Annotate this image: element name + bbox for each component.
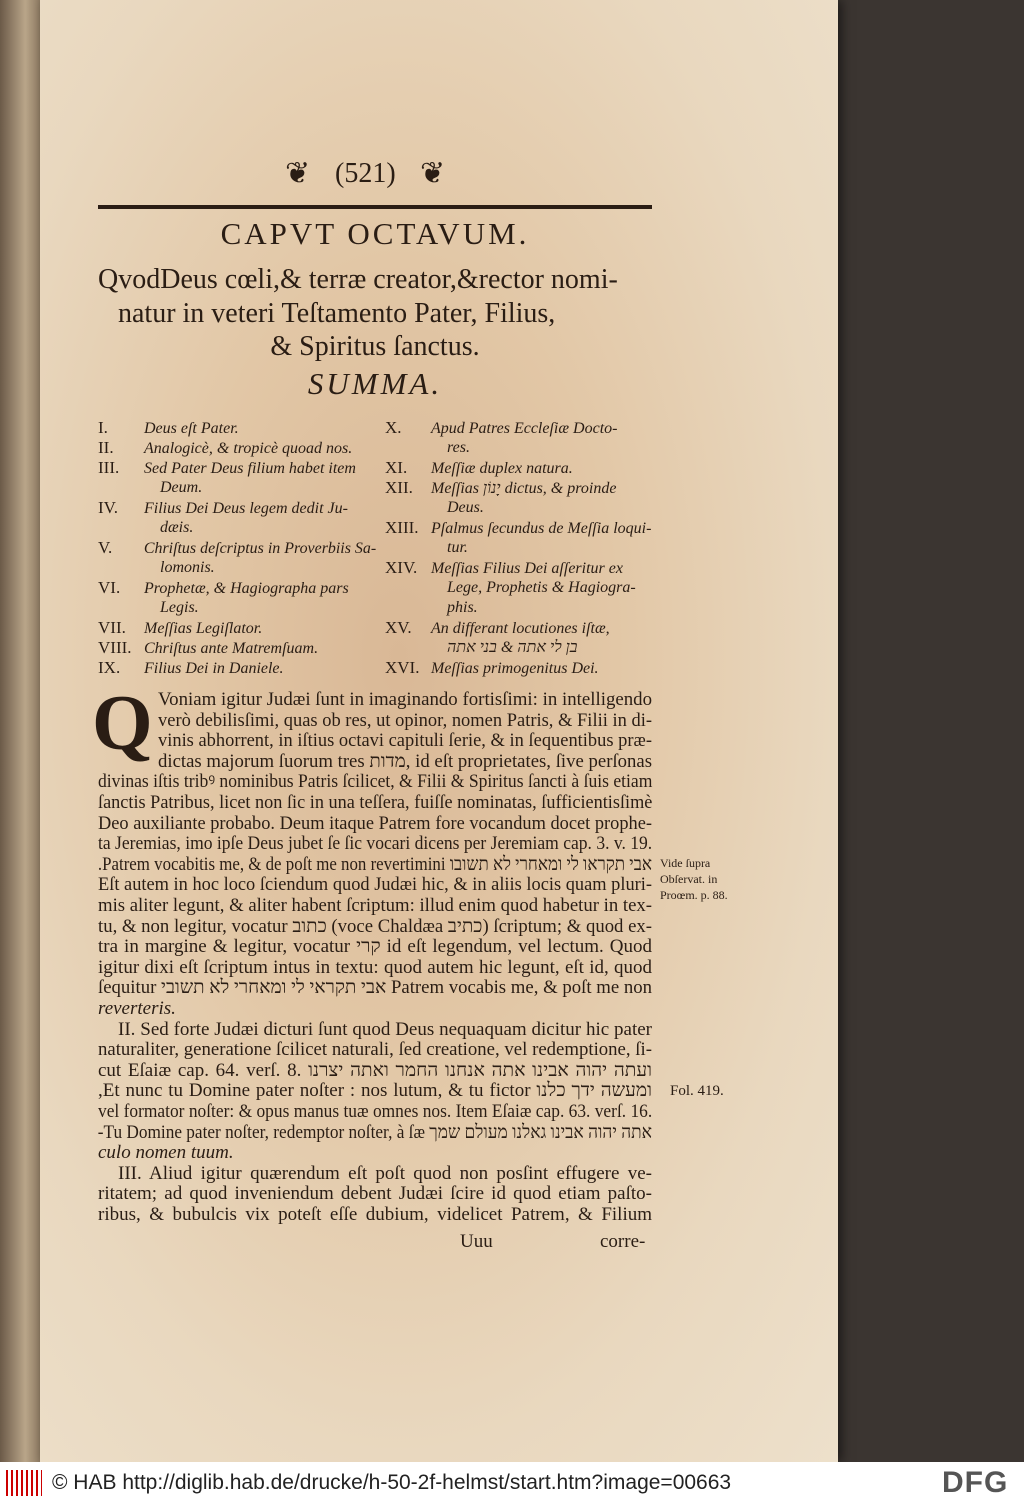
drop-cap: Q: [92, 679, 153, 766]
summary-item-number: VII.: [98, 618, 126, 637]
summary-item-text: res.: [447, 439, 470, 456]
summary-item-text: בן לי אתה & בני אתה: [447, 639, 578, 656]
summary-item-text: Filius Dei in Daniele.: [144, 660, 284, 677]
body-line: dictas majorum ſuorum tres מדות, id eſt proprietates, ſive perſonas: [158, 750, 653, 772]
summary-item: [385, 478, 616, 498]
body-line: Eſt autem in hoc loco ſciendum quod Judæi hic, & in aliis locis quam pluri-: [98, 874, 652, 896]
summary-item: [98, 578, 349, 598]
summary-item: [98, 498, 348, 518]
margin-note-line: Proœm. p. 88.: [660, 888, 728, 902]
body-line: mis aliter legunt, & aliter habent ſcriptum: illud enim quod habetur in tex-: [98, 895, 653, 916]
summary-item-text: Chriſtus deſcriptus in Proverbiis Sa-: [143, 540, 377, 557]
adjacent-page-edge: [0, 0, 42, 1462]
summary-item: [98, 658, 284, 678]
body-line: vinis abhorrent, in iſtius octavi capituli ſerie, & in ſequentibus præ-: [158, 730, 652, 752]
summary-item-text: Chriſtus ante Matremſuam.: [144, 640, 319, 657]
summary-item-text: An differant locutiones iſtæ,: [431, 620, 610, 637]
hab-logo-icon: [6, 1470, 42, 1496]
body-line: Deo auxiliante probabo. Deum itaque Patrem fore vocandum docet prophe-: [98, 812, 652, 834]
summary-item-text: Deus.: [447, 499, 484, 516]
summary-item-text: Meſſias Legiſlator.: [144, 620, 263, 637]
body-line: ritatem; ad quod inveniendum debent Judæi ſcire id quod etiam paſto-: [98, 1183, 652, 1205]
summary-item: [385, 418, 617, 438]
summary-item-text: Meſſias Filius Dei aſſeritur ex: [431, 560, 623, 577]
margin-note: [660, 855, 728, 903]
summary-item-number: XV.: [385, 618, 412, 637]
subtitle-line: & Spiritus ſanctus.: [270, 331, 480, 362]
body-line: אתה יהוה אבינו גאלנו מעולם שמך Tu Domine pater noſter, redemptor noſter, à ſæ-: [97, 1121, 653, 1143]
summary-item: [385, 578, 636, 598]
summary-item-text: Meſſias יָנוֹן dictus, & proinde: [431, 480, 617, 497]
summary-item-text: Apud Patres Eccleſiæ Docto-: [431, 420, 618, 437]
body-line: vel formator noſter: & opus manus tuæ omnes nos. Item Eſaiæ cap. 63. verſ. 16.: [98, 1101, 653, 1122]
body-line: ſequitur אבי תקראי לי ומאחרי לא תשובי Patrem vocabis me, & poſt me non: [98, 977, 653, 999]
body-line: tu, & non legitur, vocatur כתוב (voce Chaldæa כתיב) ſcriptum; & quod ex-: [98, 915, 653, 937]
summary-item-number: X.: [385, 418, 402, 437]
summary-item: [98, 518, 193, 538]
body-line: אבי תקראו לי ומאחרי לא תשובו Patrem vocabitis me, & de poſt me non revertimini.: [97, 853, 652, 875]
summary-item-text: Lege, Prophetis & Hagiogra-: [447, 579, 636, 596]
page-number: (521): [335, 158, 396, 189]
body-line: naturaliter, generatione ſcilicet naturali, ſed creatione, vel redemptione, ſi-: [98, 1039, 652, 1061]
footer-copyright-link[interactable]: © HAB http://diglib.hab.de/drucke/h-50-2f-helmst/start.htm?image=00663: [52, 1471, 732, 1494]
body-line: ומעשה ידך כלנו Et nunc tu Domine pater noſter : nos lutum, & tu fictor,: [98, 1080, 652, 1102]
margin-note-line: Obſervat. in: [660, 872, 718, 886]
summary-item-text: dæis.: [160, 519, 194, 536]
summary-item: [385, 558, 623, 578]
summary-item: [385, 638, 578, 658]
summary-item: [98, 478, 202, 498]
summary-item-text: Deum.: [160, 479, 203, 496]
summary-item: [98, 618, 262, 638]
summary-item: [385, 518, 651, 538]
summary-item-text: Legis.: [160, 599, 199, 616]
body-line: cut Eſaiæ cap. 64. verſ. 8. ועתה יהוה אבינו אתה אנחנו החמר ואתה יצרנו: [98, 1059, 652, 1081]
summary-item: [385, 458, 573, 478]
summary-item-text: Meſſiæ duplex natura.: [431, 460, 573, 477]
summary-item-number: III.: [98, 458, 120, 477]
subtitle-line: QvodDeus cœli,& terræ creator,&rector nomi-: [98, 264, 618, 295]
body-line: igitur dixi eſt ſcriptum intus in textu: quod autem hic legunt, eſt id, quod: [98, 956, 652, 978]
summary-item-text: Meſſias primogenitus Dei.: [431, 660, 599, 677]
body-line: Voniam igitur Judæi ſunt in imaginando fortisſimi: in intelligendo: [158, 689, 653, 710]
summary-item-text: phis.: [447, 599, 478, 616]
summary-item-number: XI.: [385, 458, 408, 477]
footer-bar: [0, 1462, 1024, 1504]
body-line: ta Jeremias, imo ipſe Deus jubet ſe ſic vocari dicens per Jeremiam cap. 3. v. 19.: [98, 833, 653, 855]
summary-item-number: V.: [98, 538, 113, 557]
summary-item-number: VIII.: [98, 638, 132, 657]
body-line: verò debilisſimi, quas ob res, ut opinor, nomen Patris, & Filii in di-: [158, 709, 652, 731]
body-line: culo nomen tuum.: [98, 1142, 234, 1164]
body-line: ribus, & bubulcis vix poteſt eſſe dubium, videlicet Patrem, & Filium: [98, 1204, 652, 1225]
body-line: tra in margine & legitur, vocatur קרי id eſt legendum, vel lectum. Quod: [98, 936, 652, 958]
header-rule: [98, 205, 652, 209]
body-line: ſanctis Patribus, licet non ſic in una teſſera, fuiſſe nominatas, ſufficientisſimè: [98, 792, 653, 813]
summary-item: [385, 598, 478, 618]
signature-mark: Uuu: [460, 1231, 493, 1252]
summary-item-number: XIV.: [385, 558, 418, 577]
summary-item-number: XIII.: [385, 518, 419, 537]
header-ornament-left: ❦: [285, 157, 311, 190]
summary-item-text: Prophetæ, & Hagiographa pars: [144, 580, 349, 597]
summary-item-number: IV.: [98, 498, 118, 517]
summary-item: [98, 438, 352, 458]
dfg-logo: DFG: [942, 1466, 1009, 1499]
body-line: divinas iſtis tribꝰ nominibus Patris ſcilicet, & Filii & Spiritus ſancti à ſuis etiam: [98, 771, 653, 793]
summary-item-text: Filius Dei Deus legem dedit Ju-: [144, 500, 348, 517]
summa-heading: SUMMA.: [307, 366, 443, 401]
summary-item-number: II.: [98, 438, 114, 457]
summary-item-text: Deus eſt Pater.: [144, 420, 239, 437]
summary-item-number: XVI.: [385, 658, 420, 677]
summary-item-number: I.: [98, 418, 108, 437]
summary-item: [98, 598, 199, 618]
body-line: II. Sed forte Judæi dicturi ſunt quod Deus nequaquam dicitur hic pater: [118, 1018, 652, 1040]
summary-item-text: Sed Pater Deus filium habet item: [144, 460, 356, 477]
summary-item: [385, 438, 470, 458]
summary-item: [385, 498, 484, 518]
summary-item-text: tur.: [447, 539, 468, 556]
summary-item-text: Analogicè, & tropicè quoad nos.: [144, 440, 353, 457]
summary-item: [98, 418, 239, 438]
summary-item: [98, 638, 318, 658]
catchword: corre-: [600, 1231, 646, 1252]
summary-item: [98, 458, 356, 478]
summary-item: [385, 538, 468, 558]
margin-note-line: Vide ſupra: [660, 856, 711, 870]
summary-item: [98, 558, 215, 578]
margin-note-folio: Fol. 419.: [670, 1083, 724, 1099]
summary-item-number: VI.: [98, 578, 121, 597]
subtitle-line: natur in veteri Teſtamento Pater, Filius,: [118, 298, 556, 329]
summary-item-text: Pſalmus ſecundus de Meſſia loqui-: [431, 520, 652, 537]
header-ornament-right: ❦: [420, 157, 446, 190]
summary-item: [385, 618, 610, 638]
body-line: reverteris.: [98, 998, 176, 1019]
body-line: III. Aliud igitur quærendum eſt poſt quod non posſint effugere ve-: [118, 1162, 652, 1184]
chapter-title: CAPVT OCTAVUM.: [220, 216, 530, 251]
summary-item-number: IX.: [98, 658, 121, 677]
summary-item: [98, 538, 376, 558]
summary-item-number: XII.: [385, 478, 413, 497]
summary-item-text: lomonis.: [160, 559, 215, 576]
summary-item: [385, 658, 599, 678]
